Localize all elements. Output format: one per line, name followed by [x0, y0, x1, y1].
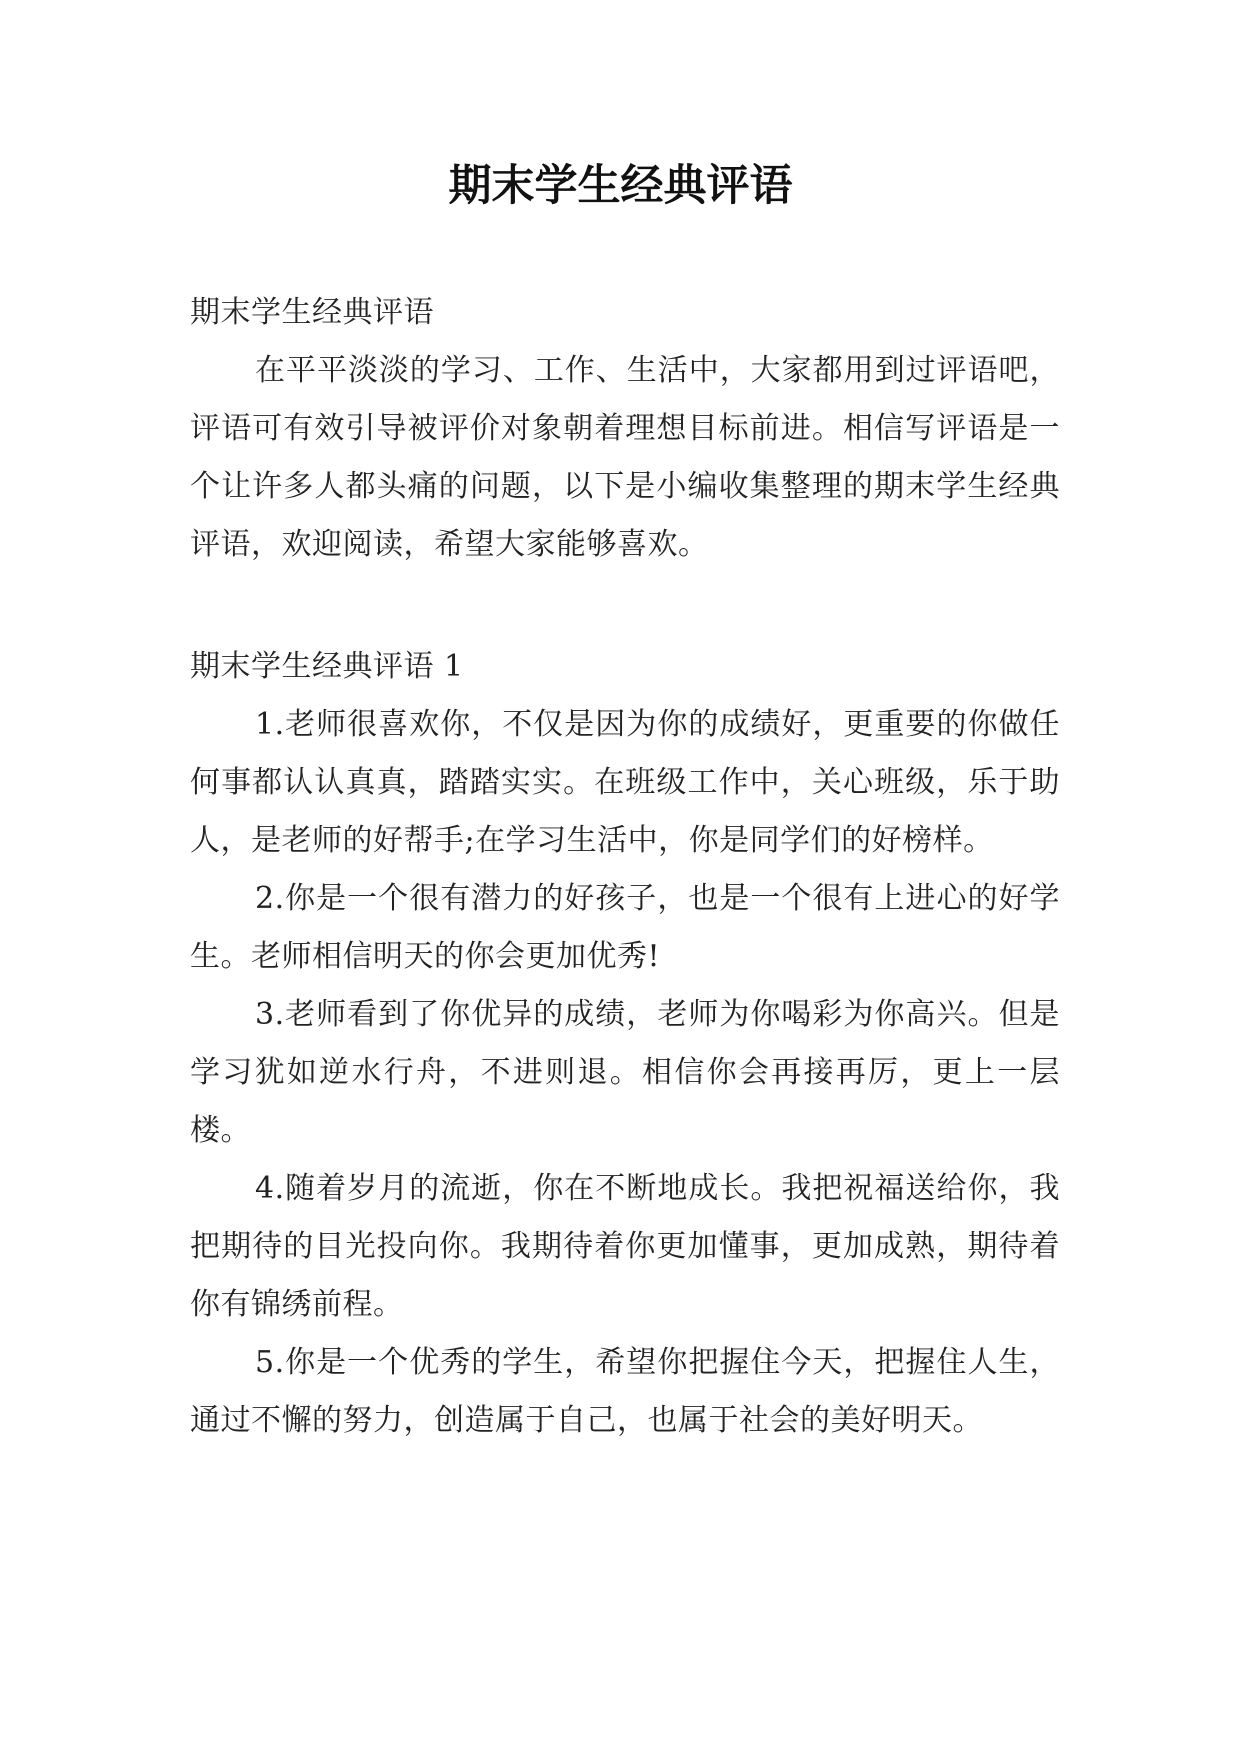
subtitle: 期末学生经典评语	[190, 295, 434, 330]
intro-paragraph: 在平平淡淡的学习、工作、生活中，大家都用到过评语吧，评语可有效引导被评价对象朝着理想目标前进。相信写评语是一个让许多人都头痛的问题，以下是小编收集整理的期末学生经典评语，欢迎阅读，希望大家能够喜欢。	[190, 353, 1060, 562]
document-title: 期末学生经典评语	[448, 161, 793, 211]
comment-item: 3.老师看到了你优异的成绩，老师为你喝彩为你高兴。但是学习犹如逆水行舟，不进则退。相信你会再接再厉，更上一层楼。	[190, 997, 1060, 1148]
comment-item: 1.老师很喜欢你，不仅是因为你的成绩好，更重要的你做任何事都认认真真，踏踏实实。在班级工作中，关心班级，乐于助人，是老师的好帮手;在学习生活中，你是同学们的好榜样。	[190, 707, 1060, 858]
comment-item: 4.随着岁月的流逝，你在不断地成长。我把祝福送给你，我把期待的目光投向你。我期待着你更加懂事，更加成熟，期待着你有锦绣前程。	[190, 1171, 1060, 1322]
comment-item: 5.你是一个优秀的学生，希望你把握住今天，把握住人生，通过不懈的努力，创造属于自己，也属于社会的美好明天。	[190, 1345, 1060, 1438]
intro-section	[190, 284, 1060, 574]
comment-item: 2.你是一个很有潜力的好孩子，也是一个很有上进心的好学生。老师相信明天的你会更加优秀!	[190, 881, 1060, 974]
comments-section	[190, 638, 1060, 1450]
section-heading: 期末学生经典评语 1	[190, 649, 464, 684]
